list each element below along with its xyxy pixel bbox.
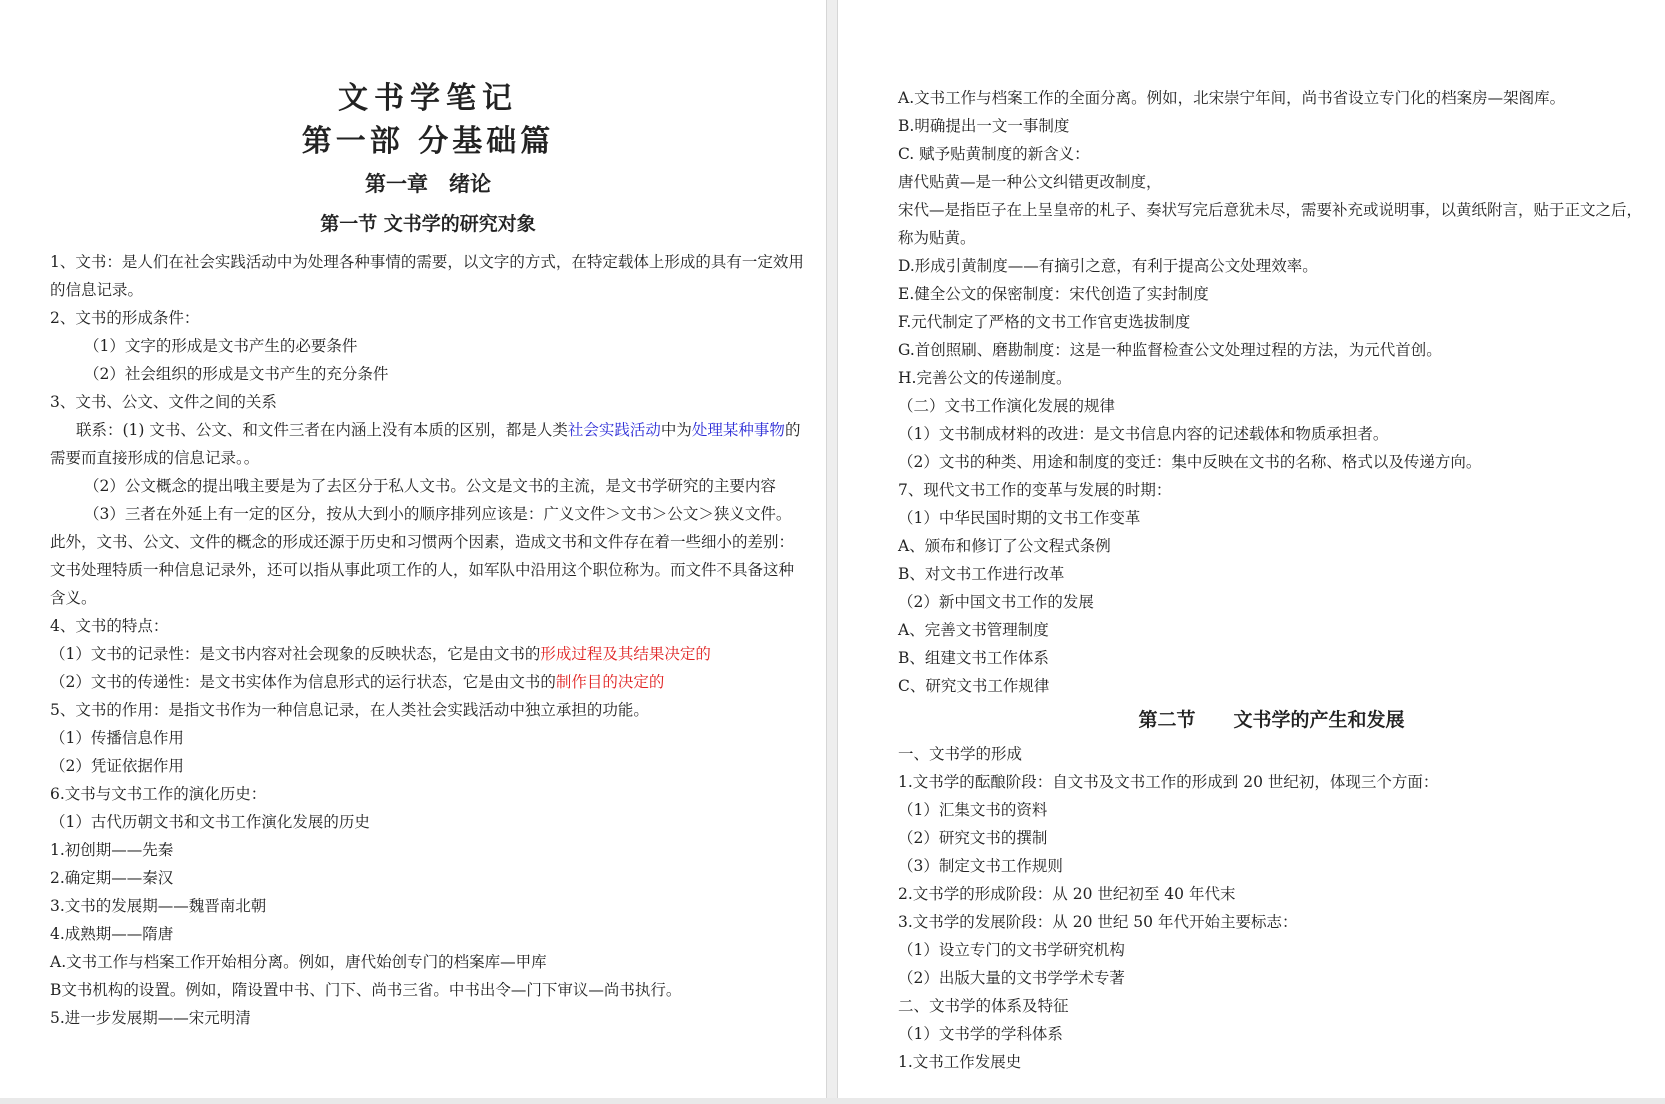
paragraph: （2）文书的种类、用途和制度的变迁：集中反映在文书的名称、格式以及传递方向。	[898, 453, 1482, 471]
paragraph: （1）古代历朝文书和文书工作演化发展的历史	[50, 813, 370, 831]
highlight-red: 形成过程及其结果决定的	[540, 645, 711, 663]
paragraph: 唐代贴黄—是一种公文纠错更改制度，	[898, 173, 1162, 191]
paragraph: F.元代制定了严格的文书工作官吏选拔制度	[898, 313, 1191, 331]
text-run: 联系：(1) 文书、公文、和文件三者在内涵上没有本质的区别，都是人类	[76, 421, 568, 439]
page-right	[838, 0, 1665, 1104]
paragraph: （1）汇集文书的资料	[898, 801, 1048, 819]
highlight-blue: 处理某种事物	[691, 421, 785, 439]
paragraph: （2）出版大量的文书学学术专著	[898, 969, 1125, 987]
paragraph: 7、现代文书工作的变革与发展的时期：	[898, 481, 1172, 499]
text-run: （1）文书的记录性：是文书内容对社会现象的反映状态，它是由文书的	[50, 645, 541, 663]
paragraph: B.明确提出一文一事制度	[898, 117, 1070, 135]
paragraph: H.完善公文的传递制度。	[898, 369, 1072, 387]
paragraph: （1）中华民国时期的文书工作变革	[898, 509, 1141, 527]
page-left	[0, 0, 826, 1104]
paragraph: 二、文书学的体系及特征	[898, 997, 1069, 1015]
paragraph: 一、文书学的形成	[898, 745, 1023, 763]
paragraph: B、组建文书工作体系	[898, 649, 1049, 667]
paragraph: B、对文书工作进行改革	[898, 565, 1065, 583]
paragraph: A.文书工作与档案工作的全面分离。例如，北宋崇宁年间，尚书省设立专门化的档案房—架阁库。	[898, 89, 1566, 107]
paragraph: （2）凭证依据作用	[50, 757, 184, 775]
section-title: 第一节 文书学的研究对象	[320, 213, 536, 235]
document-title: 文书学笔记	[338, 81, 518, 116]
paragraph: 3.文书学的发展阶段：从 20 世纪 50 年代开始主要标志：	[898, 913, 1298, 931]
paragraph: （1）文字的形成是文书产生的必要条件	[84, 337, 358, 355]
paragraph: （3）三者在外延上有一定的区分，按从大到小的顺序排列应该是：广义文件＞文书＞公文＞狭义文件。此外，文书、公文、文件的概念的形成还源于历史和习惯两个因素，造成文书和文件存在着一些细小的差别：文书处理特质一种信息记录外，还可以指从事此项工作的人，如军队中沿用这个职位称为。而文件不具备这种含义。	[50, 505, 795, 607]
paragraph: （1）文书制成材料的改进：是文书信息内容的记述载体和物质承担者。	[898, 425, 1389, 443]
paragraph-feature-2	[50, 668, 806, 696]
highlight-blue: 社会实践活动	[567, 421, 661, 439]
paragraph: 1.文书工作发展史	[898, 1053, 1022, 1071]
paragraph: 2.确定期——秦汉	[50, 869, 174, 887]
paragraph: （1）文书学的学科体系	[898, 1025, 1063, 1043]
paragraph: A、颁布和修订了公文程式条例	[898, 537, 1111, 555]
chapter-title: 第一章 绪论	[365, 171, 491, 196]
paragraph: 3.文书的发展期——魏晋南北朝	[50, 897, 267, 915]
text-run: （2）文书的传递性：是文书实体作为信息形式的运行状态，它是由文书的	[50, 673, 556, 691]
paragraph: （2）社会组织的形成是文书产生的充分条件	[84, 365, 389, 383]
paragraph-relation	[50, 416, 806, 472]
highlight-red: 制作目的决定的	[555, 673, 665, 691]
paragraph: 2.文书学的形成阶段：从 20 世纪初至 40 年代末	[898, 885, 1236, 903]
paragraph: （1）传播信息作用	[50, 729, 184, 747]
paragraph: （2）新中国文书工作的发展	[898, 593, 1094, 611]
paragraph: E.健全公文的保密制度：宋代创造了实封制度	[898, 285, 1209, 303]
paragraph: C. 赋予贴黄制度的新含义：	[898, 145, 1090, 163]
horizontal-scrollbar[interactable]	[0, 1098, 1665, 1104]
paragraph: A、完善文书管理制度	[898, 621, 1049, 639]
paragraph: G.首创照刷、磨勘制度：这是一种监督检查公文处理过程的方法，为元代首创。	[898, 341, 1442, 359]
paragraph: 宋代—是指臣子在上呈皇帝的札子、奏状写完后意犹未尽，需要补充或说明事，以黄纸附言，贴于正文之后，称为贴黄。	[898, 201, 1643, 247]
paragraph: 1.初创期——先秦	[50, 841, 174, 859]
paragraph: （1）设立专门的文书学研究机构	[898, 941, 1125, 959]
paragraph: （3）制定文书工作规则	[898, 857, 1063, 875]
paragraph: 6.文书与文书工作的演化历史：	[50, 785, 267, 803]
paragraph: 5.进一步发展期——宋元明清	[50, 1009, 251, 1027]
paragraph: B文书机构的设置。例如，隋设置中书、门下、尚书三省。中书出令—门下审议—尚书执行。	[50, 981, 682, 999]
paragraph: 1、文书：是人们在社会实践活动中为处理各种事情的需要，以文字的方式，在特定载体上形成的具有一定效用的信息记录。	[50, 253, 804, 299]
text-run: 的需要而直接形成的信息记录。。	[50, 421, 801, 467]
paragraph: 2、文书的形成条件：	[50, 309, 200, 327]
part-title: 第一部 分基础篇	[301, 124, 555, 159]
paragraph: 3、文书、公文、文件之间的关系	[50, 393, 277, 411]
paragraph: 4、文书的特点：	[50, 617, 169, 635]
paragraph-feature-1	[50, 640, 806, 668]
paragraph: （二）文书工作演化发展的规律	[898, 397, 1116, 415]
paragraph: A.文书工作与档案工作开始相分离。例如，唐代始创专门的档案库—甲库	[50, 953, 547, 971]
paragraph: 1.文书学的酝酿阶段：自文书及文书工作的形成到 20 世纪初，体现三个方面：	[898, 773, 1439, 791]
paragraph: （2）公文概念的提出哦主要是为了去区分于私人文书。公文是文书的主流，是文书学研究的主要内容	[84, 477, 776, 495]
text-run: 中为	[660, 421, 692, 439]
paragraph: C、研究文书工作规律	[898, 677, 1050, 695]
paragraph: D.形成引黄制度——有摘引之意，有利于提高公文处理效率。	[898, 257, 1318, 275]
section-2-title: 第二节 文书学的产生和发展	[1138, 709, 1405, 731]
paragraph: （2）研究文书的撰制	[898, 829, 1048, 847]
paragraph: 4.成熟期——隋唐	[50, 925, 174, 943]
paragraph: 5、文书的作用：是指文书作为一种信息记录，在人类社会实践活动中独立承担的功能。	[50, 701, 649, 719]
page-gutter	[826, 0, 838, 1104]
